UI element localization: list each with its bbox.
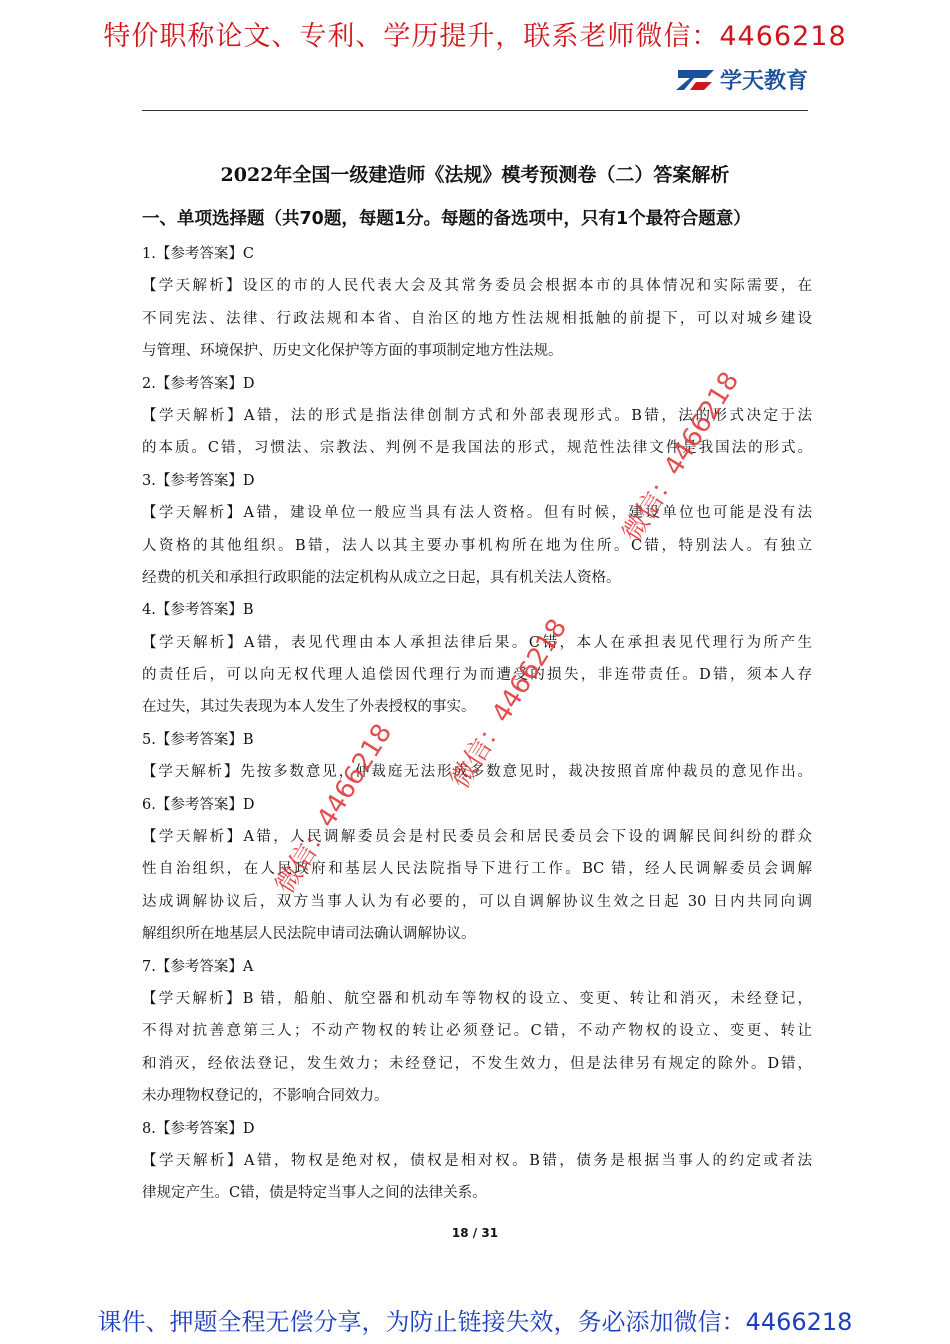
logo: [676, 64, 808, 94]
text-line: 达成调解协议后，双方当事人认为有必要的，可以自调解协议生效之日起 30 日内共同向调: [142, 893, 812, 910]
watermark-2: 微信：4466218: [445, 613, 574, 795]
logo-text: 学天教育: [720, 68, 809, 94]
watermark-1: 微信：4466218: [617, 366, 746, 548]
text-line: 3.【参考答案】D: [142, 472, 255, 489]
document-title: 2022年全国一级建造师《法规》模考预测卷（二）答案解析: [220, 164, 730, 186]
text-line: 与管理、环境保护、历史文化保护等方面的事项制定地方性法规。: [142, 343, 563, 360]
text-line: 解组织所在地基层人民法院申请司法确认调解协议。: [142, 926, 476, 943]
text-line: 的责任后，可以向无权代理人追偿因代理行为而遭受的损失，非连带责任。D错，须本人存: [142, 667, 812, 684]
logo-mark-icon: [676, 66, 716, 92]
text-line: 8.【参考答案】D: [142, 1120, 255, 1137]
text-line: 律规定产生。C错，债是特定当事人之间的法律关系。: [142, 1185, 487, 1202]
header-divider: [142, 110, 808, 111]
text-line: 【学天解析】B 错，船舶、航空器和机动车等物权的设立、变更、转让和消灭，未经登记，: [142, 990, 812, 1007]
text-line: 【学天解析】A错，法的形式是指法律创制方式和外部表现形式。B错，法的形式决定于法: [142, 407, 812, 424]
text-line: 【学天解析】先按多数意见，仲裁庭无法形成多数意见时，裁决按照首席仲裁员的意见作出。: [142, 764, 812, 781]
text-line: 4.【参考答案】B: [142, 602, 254, 619]
text-line: 不同宪法、法律、行政法规和本省、自治区的地方性法规相抵触的前提下，可以对城乡建设: [142, 310, 812, 327]
text-line: 【学天解析】设区的市的人民代表大会及其常务委员会根据本市的具体情况和实际需要，在: [142, 278, 812, 295]
text-line: 性自治组织，在人民政府和基层人民法院指导下进行工作。BC 错，经人民调解委员会调解: [142, 861, 812, 878]
top-promo-banner: 特价职称论文、专利、学历提升，联系老师微信：4466218: [103, 21, 847, 52]
text-line: 【学天解析】A错，建设单位一般应当具有法人资格。但有时候，建设单位也可能是没有法: [142, 505, 812, 522]
bottom-promo-banner: 课件、押题全程无偿分享，为防止链接失效，务必添加微信：4466218: [97, 1308, 853, 1336]
text-line: 1.【参考答案】C: [142, 246, 254, 262]
text-line: 2.【参考答案】D: [142, 375, 255, 392]
text-line: 和消灭，经依法登记，发生效力；未经登记，不发生效力，但是法律另有规定的除外。D错，: [142, 1055, 812, 1072]
text-line: 的本质。C错，习惯法、宗教法、判例不是我国法的形式，规范性法律文件是我国法的形式。: [142, 440, 812, 457]
text-line: 在过失，其过失表现为本人发生了外表授权的事实。: [142, 699, 476, 716]
text-line: 【学天解析】A错，表见代理由本人承担法律后果。C错，本人在承担表见代理行为所产生: [142, 634, 812, 651]
text-line: 【学天解析】A错，物权是绝对权，债权是相对权。B错，债务是根据当事人的约定或者法: [142, 1152, 812, 1169]
text-line: 经费的机关和承担行政职能的法定机构从成立之日起，具有机关法人资格。: [142, 569, 621, 586]
text-line: 5.【参考答案】B: [142, 731, 254, 748]
text-line: 7.【参考答案】A: [142, 958, 254, 975]
text-line: 人资格的其他组织。B错，法人以其主要办事机构所在地为住所。C错，特别法人。有独立: [142, 537, 812, 554]
page-number: 18 / 31: [451, 1226, 499, 1240]
text-line: 不得对抗善意第三人；不动产物权的转让必须登记。C错，不动产物权的设立、变更、转让: [142, 1023, 812, 1040]
text-line: 未办理物权登记的，不影响合同效力。: [142, 1088, 389, 1105]
text-line: 6.【参考答案】D: [142, 796, 255, 813]
watermark-3: 微信：4466218: [270, 718, 399, 900]
text-line: 【学天解析】A错，人民调解委员会是村民委员会和居民委员会下设的调解民间纠纷的群众: [142, 829, 812, 846]
section-heading: 一、单项选择题（共70题，每题1分。每题的备选项中，只有1个最符合题意）: [142, 209, 751, 229]
